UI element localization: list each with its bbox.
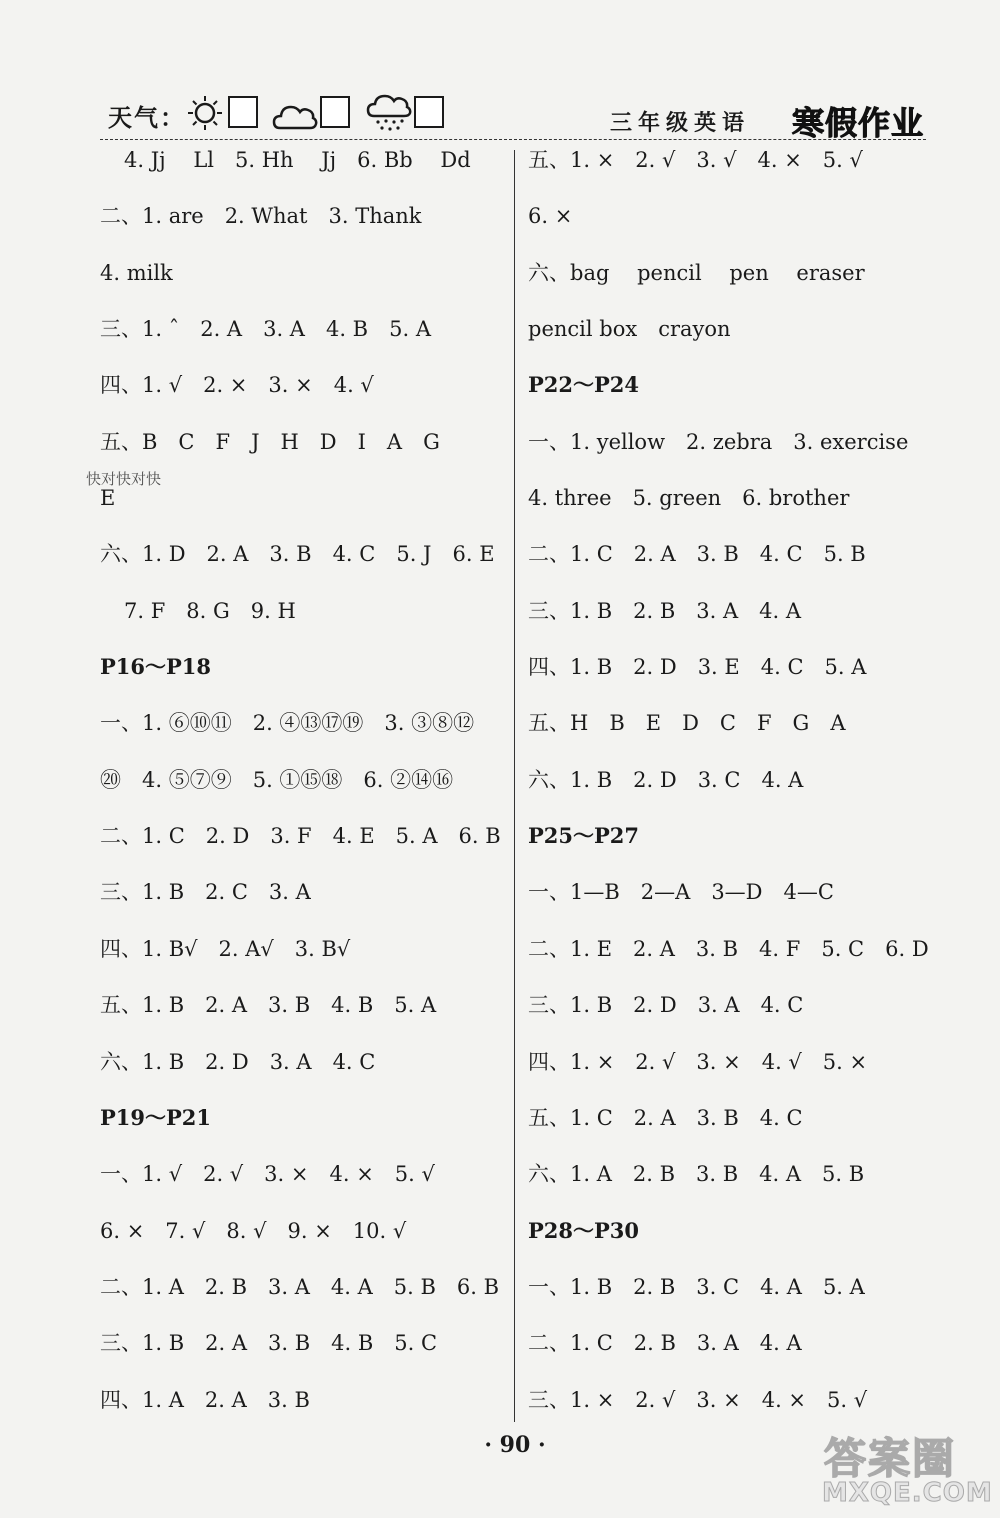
answer-line: 六、1. D 2. A 3. B 4. C 5. J 6. E [100, 542, 495, 567]
answer-line: 4. three 5. green 6. brother [528, 486, 850, 511]
left-answer-column [100, 132, 520, 1428]
answer-line: 六、1. B 2. D 3. A 4. C [100, 1049, 376, 1074]
watermark-logo [820, 1426, 995, 1516]
weather-label: 天气： [108, 103, 186, 132]
answer-line: 三、1. ˆ 2. A 3. A 4. B 5. A [100, 317, 431, 342]
answer-line: ⑳ 4. ⑤⑦⑨ 5. ①⑮⑱ 6. ②⑭⑯ [100, 767, 454, 792]
answer-line: 四、1. √ 2. × 3. × 4. √ [100, 373, 374, 398]
weather-checkbox-cloud [320, 96, 350, 128]
brand-title: 寒假作业 [792, 104, 925, 142]
page-range-heading: P16～P18 [100, 654, 212, 680]
answer-line: 二、1. E 2. A 3. B 4. F 5. C 6. D [528, 936, 929, 961]
page-header [0, 0, 1000, 150]
answer-line: 三、1. B 2. B 3. A 4. A [528, 598, 802, 623]
answer-line: 4. milk [100, 260, 173, 285]
answer-line: 三、1. × 2. √ 3. × 4. × 5. √ [528, 1387, 868, 1412]
answer-line: 一、1. B 2. B 3. C 4. A 5. A [528, 1274, 865, 1299]
page-range-heading: P19～P21 [100, 1104, 212, 1130]
answer-line: 四、1. × 2. √ 3. × 4. √ 5. × [528, 1049, 868, 1074]
answer-line: 一、1. yellow 2. zebra 3. exercise [528, 429, 909, 454]
answer-line: 二、1. A 2. B 3. A 4. A 5. B 6. B [100, 1274, 500, 1299]
answer-line: 六、1. B 2. D 3. C 4. A [528, 767, 804, 792]
grade-subject: 三年级英语 [610, 110, 751, 136]
answer-line: 四、1. B√ 2. A√ 3. B√ [100, 936, 351, 961]
answer-line: E [100, 486, 116, 511]
answer-line: 7. F 8. G 9. H [124, 598, 296, 623]
answer-line: 6. × 7. √ 8. √ 9. × 10. √ [100, 1218, 407, 1243]
watermark-url: MXQE.COM [822, 1478, 993, 1508]
sun-icon [186, 94, 224, 132]
page-range-heading: P25～P27 [528, 823, 640, 849]
answer-line: 6. × [528, 204, 573, 229]
answer-line: 六、bag pencil pen eraser [528, 260, 865, 285]
answer-line: 六、1. A 2. B 3. B 4. A 5. B [528, 1162, 865, 1187]
answer-line: 一、1—B 2—A 3—D 4—C [528, 880, 834, 905]
answer-line: 四、1. B 2. D 3. E 4. C 5. A [528, 655, 867, 680]
answer-line: 五、B C F J H D I A G [100, 429, 440, 454]
answer-line: 4. Jj Ll 5. Hh Jj 6. Bb Dd [124, 148, 471, 172]
stamp-overlay: 快对快对快 [86, 470, 162, 488]
answer-line: 一、1. √ 2. √ 3. × 4. × 5. √ [100, 1162, 435, 1187]
answer-line: 五、1. B 2. A 3. B 4. B 5. A [100, 993, 437, 1018]
page-range-heading: P22～P24 [528, 372, 640, 398]
answer-line: 四、1. A 2. A 3. B [100, 1387, 310, 1412]
answer-line: 三、1. B 2. A 3. B 4. B 5. C [100, 1331, 438, 1356]
page-number: · 90 · [484, 1432, 546, 1458]
cloud-icon [272, 98, 318, 132]
weather-checkbox-snow [414, 96, 444, 128]
answer-line: 五、H B E D C F G A [528, 711, 846, 736]
watermark-title: 答案圈 [824, 1434, 957, 1483]
answer-line: 二、1. C 2. B 3. A 4. A [528, 1331, 802, 1356]
page-range-heading: P28～P30 [528, 1217, 640, 1243]
snow-cloud-icon [366, 92, 412, 134]
right-answer-column [528, 132, 948, 1428]
answer-line: 三、1. B 2. C 3. A [100, 880, 311, 905]
answer-line: 二、1. are 2. What 3. Thank [100, 204, 422, 229]
answer-line: 二、1. C 2. D 3. F 4. E 5. A 6. B [100, 824, 501, 849]
answer-line: 二、1. C 2. A 3. B 4. C 5. B [528, 542, 866, 567]
answer-line: 五、1. × 2. √ 3. √ 4. × 5. √ [528, 148, 863, 172]
weather-checkbox-sun [228, 96, 258, 128]
answer-line: 五、1. C 2. A 3. B 4. C [528, 1105, 803, 1130]
answer-line: 三、1. B 2. D 3. A 4. C [528, 993, 804, 1018]
answer-line: pencil box crayon [528, 317, 731, 342]
answer-line: 一、1. ⑥⑩⑪ 2. ④⑬⑰⑲ 3. ③⑧⑫ [100, 711, 475, 736]
